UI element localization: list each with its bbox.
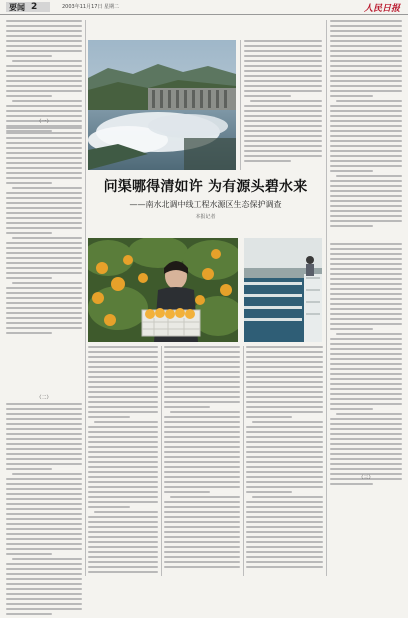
section-tab — [6, 2, 50, 12]
article-headline: 问渠哪得清如许 为有源头碧水来 — [103, 179, 308, 195]
section-mark-1: （一） — [36, 119, 52, 125]
lower-text-col-1 — [88, 346, 158, 576]
hero-side-text — [244, 40, 322, 165]
article-byline: 本报记者 — [195, 214, 216, 220]
section-label: 要闻 — [9, 2, 25, 12]
right-column-text-2 — [330, 243, 402, 488]
lower-text-col-3 — [246, 346, 323, 571]
right-column-text — [330, 20, 402, 230]
water-facility-illustration — [244, 238, 322, 342]
orange-harvest-photo — [88, 238, 238, 342]
orange-orchard-illustration — [88, 238, 238, 342]
column-divider — [326, 20, 327, 576]
section-mark-2: （二） — [36, 395, 52, 401]
newspaper-logo: 人民日报 — [363, 4, 400, 14]
article-subtitle: ——南水北调中线工程水源区生态保护调查 — [129, 200, 282, 209]
dam-illustration — [88, 40, 236, 170]
water-facility-photo — [244, 238, 322, 342]
left-column-text-2 — [6, 127, 82, 337]
masthead — [0, 0, 408, 15]
column-divider — [161, 346, 162, 576]
lower-text-col-2 — [164, 346, 240, 571]
left-column-text-3 — [6, 403, 82, 618]
dam-spillway-photo — [88, 40, 236, 170]
column-divider — [243, 346, 244, 576]
column-divider — [85, 20, 86, 576]
column-divider — [240, 40, 241, 170]
section-mark-3: （三） — [358, 475, 374, 481]
dateline: 2003年11月17日 星期二 — [62, 4, 120, 10]
page-number: 2 — [31, 2, 38, 12]
